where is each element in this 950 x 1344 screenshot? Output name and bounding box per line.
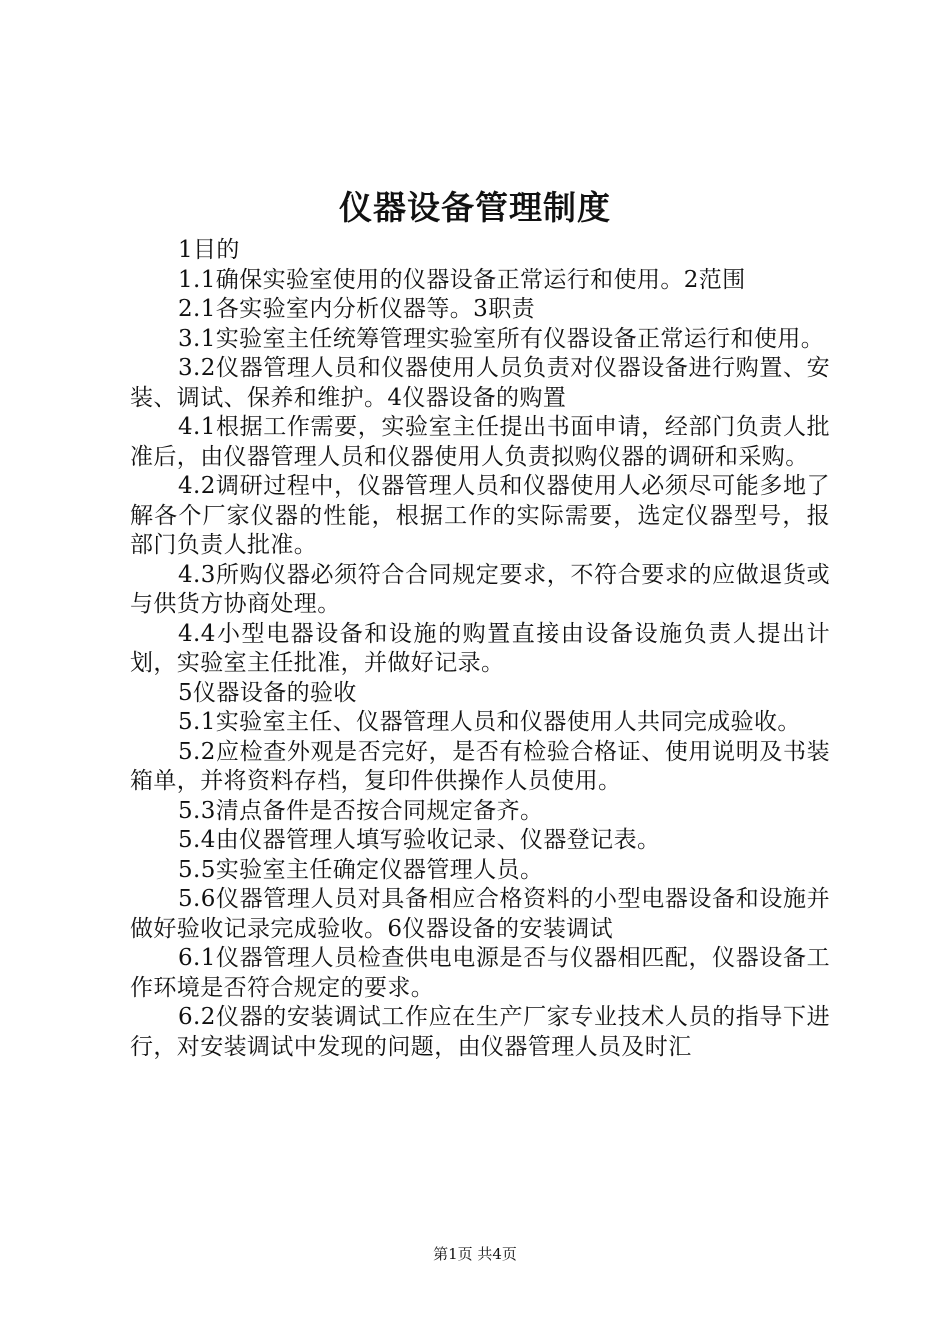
paragraph: 1.1确保实验室使用的仪器设备正常运行和使用。2范围: [178, 266, 746, 293]
paragraph: 3.1实验室主任统筹管理实验室所有仪器设备正常运行和使用。: [178, 325, 825, 352]
paragraph: 4.1根据工作需要，实验室主任提出书面申请，经部门负责人批准后，由仪器管理人员和仪器使用人负责拟购仪器的调研和采购。: [130, 414, 830, 470]
paragraph: 4.4小型电器设备和设施的购置直接由设备设施负责人提出计划，实验室主任批准，并做好记录。: [130, 620, 830, 676]
paragraph: 4.2调研过程中，仪器管理人员和仪器使用人必须尽可能多地了解各个厂家仪器的性能，根据工作的实际需要，选定仪器型号，报部门负责人批准。: [130, 473, 830, 558]
paragraph: 5.6仪器管理人员对具备相应合格资料的小型电器设备和设施并做好验收记录完成验收。6仪器设备的安装调试: [130, 886, 830, 942]
paragraph: 5.1实验室主任、仪器管理人员和仪器使用人共同完成验收。: [178, 709, 801, 735]
paragraph: 1目的: [178, 237, 240, 263]
document-body: [130, 236, 830, 1062]
paragraph: 2.1各实验室内分析仪器等。3职责: [178, 296, 536, 322]
paragraph: 4.3所购仪器必须符合合同规定要求，不符合要求的应做退货或与供货方协商处理。: [130, 561, 830, 617]
document-title: 仪器设备管理制度: [339, 188, 611, 227]
paragraph: 5仪器设备的验收: [178, 679, 357, 706]
paragraph: 5.4由仪器管理人填写验收记录、仪器登记表。: [178, 827, 661, 853]
paragraph: 6.2仪器的安装调试工作应在生产厂家专业技术人员的指导下进行，对安装调试中发现的问题，由仪器管理人员及时汇: [130, 1004, 830, 1060]
paragraph: 3.2仪器管理人员和仪器使用人员负责对仪器设备进行购置、安装、调试、保养和维护。4仪器设备的购置: [130, 355, 830, 411]
paragraph: 5.5实验室主任确定仪器管理人员。: [178, 856, 544, 883]
paragraph: 5.3清点备件是否按合同规定备齐。: [178, 797, 544, 824]
paragraph: 5.2应检查外观是否完好，是否有检验合格证、使用说明及书装箱单，并将资料存档，复印件供操作人员使用。: [130, 738, 830, 794]
paragraph: 6.1仪器管理人员检查供电电源是否与仪器相匹配，仪器设备工作环境是否符合规定的要求。: [130, 945, 830, 1001]
page-footer: 第1页 共4页: [433, 1245, 517, 1263]
